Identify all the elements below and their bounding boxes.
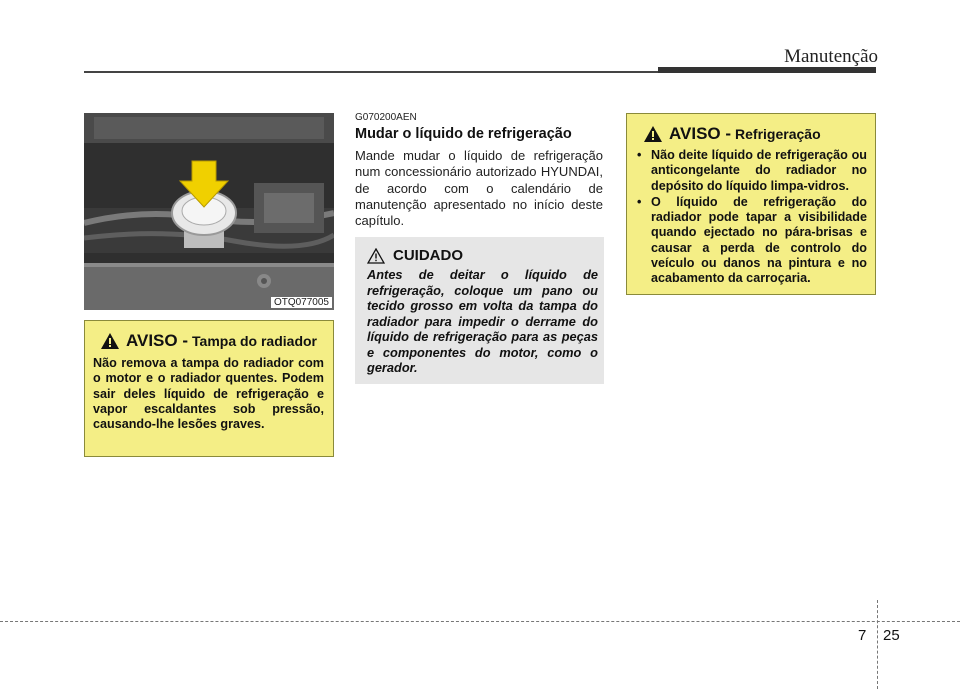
page-number: 25: [883, 627, 900, 644]
warning-subject: Tampa do radiador: [192, 333, 317, 349]
radiator-cap-photo: [84, 113, 334, 310]
warning-coolant-box: [626, 113, 876, 295]
page-header-title: Manutenção: [784, 46, 878, 67]
caution-text: Antes de deitar o líquido de refrigeração, coloque um pano ou tecido grosso em volta da tampa do radiador para impedir o derrame do líquido de refrigeração para as peças e componentes do motor, como o gerador.: [367, 267, 598, 375]
warning-triangle-icon: [643, 125, 663, 143]
warning-subject: Refrigeração: [735, 126, 821, 142]
caution-box: [355, 237, 604, 384]
warning-header: [93, 331, 324, 351]
section-code: G070200AEN: [355, 112, 417, 123]
header-rule-thick: [658, 67, 876, 73]
photo-caption: OTQ077005: [271, 297, 332, 308]
warning-word: AVISO -: [125, 331, 189, 350]
header-rule-thin: [84, 71, 658, 73]
warning-coolant-list: [631, 148, 867, 287]
warning-radiator-cap-box: [84, 320, 334, 457]
caution-title: CUIDADO: [393, 247, 463, 264]
list-item: • O líquido de refrigeração do radiador pode tapar a visibilidade quando ejectado no pára-brisas e causar a perda de controlo do veículo ou danos na pintura e no acabamento da carroçaria.: [631, 195, 867, 287]
caution-header: [367, 247, 598, 264]
warning-header: [631, 124, 867, 144]
footer-vertical-divider: [877, 600, 878, 689]
caution-triangle-icon: [367, 248, 385, 264]
section-title: Mudar o líquido de refrigeração: [355, 126, 572, 142]
warning-triangle-icon: [100, 332, 120, 350]
warning-word: AVISO -: [669, 124, 732, 143]
warning-text: Não remova a tampa do radiador com o motor e o radiador quentes. Podem sair deles líquido de refrigeração e vapor escaldantes sob pressão, causando-lhe lesões graves.: [93, 356, 324, 432]
footer-divider: [0, 621, 960, 622]
engine-bay-illustration: [84, 113, 334, 310]
chapter-number: 7: [858, 627, 867, 644]
section-body: Mande mudar o líquido de refrigeração num concessionário autorizado HYUNDAI, de acordo com o calendário de manutenção apresentado no início deste capítulo.: [355, 148, 603, 229]
list-item: • Não deite líquido de refrigeração ou anticongelante do radiador no depósito do líquido limpa-vidros.: [631, 148, 867, 194]
